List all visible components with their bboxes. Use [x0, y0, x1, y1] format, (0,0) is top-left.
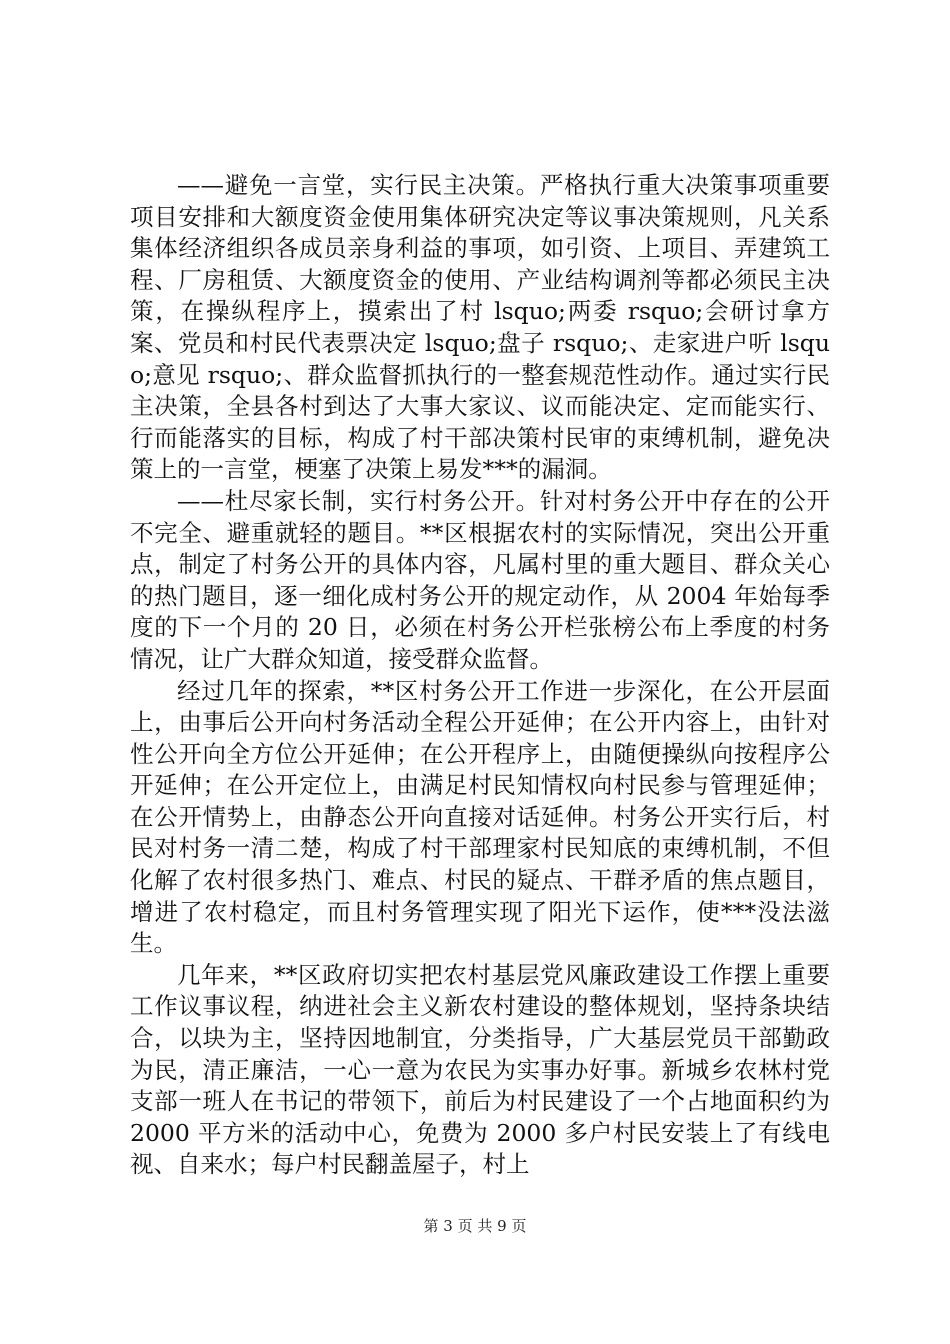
document-body — [130, 170, 830, 1181]
paragraph-recent-years: 几年来，**区政府切实把农村基层党风廉政建设工作摆上重要工作议事议程，纳进社会主义新农村建设的整体规划，坚持条块结合，以块为主，坚持因地制宜，分类指导，广大基层党员干部勤政为民，清正廉洁，一心一意为农民为实事办好事。新城乡农林村党支部一班人在书记的带领下，前后为村民建设了一个占地面积约为 2000 平方米的活动中心，免费为 2000 多户村民安装上了有线电视、自来水；每户村民翻盖屋子，村上 — [130, 960, 830, 1179]
paragraph-village-affairs-openness: ——杜尽家长制，实行村务公开。针对村务公开中存在的公开不完全、避重就轻的题目。**区根据农村的实际情况，突出公开重点，制定了村务公开的具体内容，凡属村里的重大题目、群众关心的热门题目，逐一细化成村务公开的规定动作，从 2004 年始每季度的下一个月的 20 日，必须在村务公开栏张榜公布上季度的村务情况，让广大群众知道，接受群众监督。 — [130, 486, 830, 673]
page-number-footer: 第 3 页 共 9 页 — [423, 1217, 527, 1235]
paragraph-democratic-decision: ——避免一言堂，实行民主决策。严格执行重大决策事项重要项目安排和大额度资金使用集体研究决定等议事决策规则，凡关系集体经济组织各成员亲身利益的事项，如引资、上项目、弄建筑工程、厂房租赁、大额度资金的使用、产业结构调剂等都必须民主决策，在操纵程序上，摸索出了村 lsquo;两委 rsquo;会研讨拿方案、党员和村民代表票决定 lsquo;盘子 rsquo;、走家进户听 lsquo;意见 rsquo;、群众监督抓执行的一整套规范性动作。通过实行民主决策，全县各村到达了大事大家议、议而能决定、定而能实行、行而能落实的目标，构成了村干部决策村民审的束缚机制，避免决策上的一言堂，梗塞了决策上易发***的漏洞。 — [130, 171, 830, 484]
paragraph-exploration-results: 经过几年的探索，**区村务公开工作进一步深化，在公开层面上，由事后公开向村务活动全程公开延伸；在公开内容上，由针对性公开向全方位公开延伸；在公开程序上，由随便操纵向按程序公开延伸；在公开定位上，由满足村民知情权向村民参与管理延伸；在公开情势上，由静态公开向直接对话延伸。村务公开实行后，村民对村务一清二楚，构成了村干部理家村民知底的束缚机制，不但化解了农村很多热门、难点、村民的疑点、干群矛盾的焦点题目，增进了农村稳定，而且村务管理实现了阳光下运作，使***没法滋生。 — [130, 676, 830, 958]
